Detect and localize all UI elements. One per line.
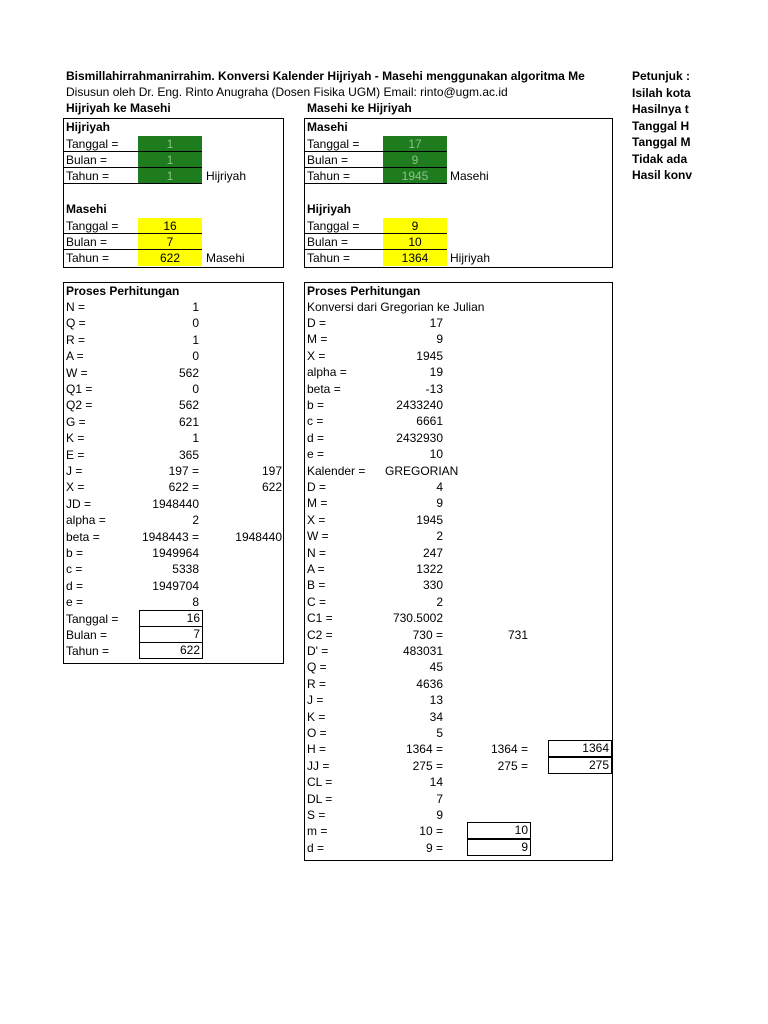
petunjuk-line: Hasilnya t	[632, 102, 689, 116]
calc-value: 45	[429, 660, 443, 675]
calc-value: 1948443 =	[141, 529, 199, 544]
hijriyah-tahun-input[interactable]: 1	[138, 168, 202, 184]
calc-value: 9 =	[425, 840, 443, 855]
input-row-tanggal	[305, 136, 612, 152]
calc-value: 6661	[416, 414, 443, 429]
calc-label: JJ =	[307, 758, 330, 773]
calc-label: JD =	[66, 496, 92, 511]
calc-label: K =	[307, 709, 326, 724]
calc-label: alpha =	[307, 365, 347, 380]
calc-label: D' =	[307, 644, 329, 658]
calc-label: J =	[307, 693, 324, 708]
calc-value-2: 622	[261, 480, 282, 495]
calc-value: 2433240	[396, 398, 443, 412]
calc-value: 8	[192, 595, 199, 610]
calc-value: 14	[429, 775, 443, 790]
calc-row	[64, 332, 283, 348]
output-row-bulan	[305, 234, 612, 250]
calc-label: R =	[66, 332, 86, 347]
output-row-tahun	[305, 250, 612, 266]
calc-value: 621	[178, 414, 199, 429]
calc-row	[305, 692, 612, 708]
field-label: Tanggal =	[307, 137, 360, 151]
calc-row	[64, 299, 283, 315]
calc-row	[305, 381, 612, 397]
field-label: Tanggal =	[66, 219, 119, 233]
calc-label: N =	[66, 300, 86, 314]
calc-label: beta =	[66, 529, 100, 544]
calc-value: 275 =	[412, 758, 443, 773]
hijriyah-to-masehi-box	[63, 118, 284, 268]
calc-value: 2	[436, 594, 443, 609]
proses-title: Proses Perhitungan	[66, 284, 180, 298]
petunjuk-panel	[632, 68, 768, 184]
output-row-tanggal	[305, 218, 612, 234]
calc-label: Q =	[66, 316, 86, 331]
calc-value: 562	[178, 398, 199, 413]
unit-label: Masehi	[206, 251, 245, 265]
calc-value-2: 731	[507, 627, 528, 642]
calc-value: 4	[436, 480, 443, 494]
masehi-to-hijriyah-box	[304, 118, 613, 268]
calc-label: R =	[307, 676, 327, 691]
calc-label: Tanggal =	[66, 611, 119, 626]
calc-label: H =	[307, 742, 327, 757]
hijriyah-tanggal-result: 9	[383, 218, 447, 234]
calc-label: X =	[66, 480, 85, 495]
input-row-bulan	[64, 152, 283, 168]
input-title-hijriyah: Hijriyah	[66, 120, 111, 134]
calc-label: d =	[307, 840, 325, 855]
calc-row	[64, 561, 283, 577]
input-row-tahun	[305, 168, 612, 184]
calc-row	[305, 594, 612, 610]
proses-perhitungan-left	[63, 282, 284, 664]
calc-row	[305, 397, 612, 413]
calc-row	[305, 741, 612, 757]
calc-value: 10 =	[419, 824, 443, 839]
calc-row	[64, 397, 283, 413]
section-masehi-ke-hijriyah: Masehi ke Hijriyah	[307, 101, 412, 115]
result-cell: 7	[139, 626, 203, 643]
calc-row	[305, 807, 612, 823]
calc-label: A =	[307, 562, 325, 576]
calc-value-2: 275 =	[497, 758, 528, 773]
input-row-bulan	[305, 152, 612, 168]
calc-row	[305, 676, 612, 692]
masehi-bulan-input[interactable]: 9	[383, 152, 447, 168]
calc-value: 2432930	[396, 430, 443, 445]
calc-row	[305, 479, 612, 495]
calc-text-value: GREGORIAN	[385, 463, 459, 478]
calc-row	[305, 545, 612, 561]
petunjuk-line: Hasil konv	[632, 168, 693, 182]
field-label: Tahun =	[66, 251, 110, 265]
calc-row	[64, 414, 283, 430]
calc-value: 1	[192, 300, 199, 314]
calc-row	[305, 315, 612, 331]
calc-row	[305, 446, 612, 462]
input-row-tahun	[64, 168, 283, 184]
calc-label: CL =	[307, 775, 333, 790]
calc-label: X =	[307, 512, 326, 527]
calc-value: 1	[192, 332, 199, 347]
calc-value: 13	[429, 693, 443, 708]
unit-label: Masehi	[450, 169, 489, 183]
calc-row	[305, 512, 612, 528]
calc-value: 10	[429, 447, 443, 462]
calc-value: 1948440	[152, 496, 199, 511]
calc-row	[305, 774, 612, 790]
calc-label: C2 =	[307, 627, 333, 642]
proses-perhitungan-right	[304, 282, 613, 861]
field-label: Bulan =	[307, 235, 349, 249]
calc-row	[305, 823, 612, 839]
calc-row	[64, 365, 283, 381]
calc-label: e =	[307, 447, 325, 462]
calc-label: C1 =	[307, 611, 333, 626]
calc-value: 0	[192, 316, 199, 331]
calc-row	[305, 430, 612, 446]
calc-value: 0	[192, 382, 199, 396]
masehi-bulan-result: 7	[138, 234, 202, 250]
section-hijriyah-ke-masehi: Hijriyah ke Masehi	[66, 101, 171, 115]
result-cell: 275	[548, 757, 612, 774]
calc-row	[64, 529, 283, 545]
calc-label: J =	[66, 464, 83, 478]
calc-label: c =	[66, 562, 83, 577]
field-label: Tahun =	[307, 251, 351, 265]
calc-row	[305, 463, 612, 479]
calc-row	[64, 545, 283, 561]
masehi-tanggal-result: 16	[138, 218, 202, 234]
unit-label: Hijriyah	[206, 169, 247, 183]
calc-row	[305, 643, 612, 659]
calc-value: 1364 =	[405, 742, 443, 757]
calc-row	[305, 577, 612, 593]
calc-row	[64, 611, 283, 627]
calc-label: X =	[307, 348, 326, 363]
calc-label: Bulan =	[66, 628, 108, 642]
calc-value: 9	[436, 496, 443, 511]
calc-label: A =	[66, 349, 84, 364]
calc-row	[64, 348, 283, 364]
calc-label: M =	[307, 332, 328, 347]
output-title-hijriyah: Hijriyah	[307, 202, 352, 216]
calc-label: Q2 =	[66, 398, 93, 413]
calc-row	[305, 725, 612, 741]
calc-value: 4636	[416, 676, 443, 691]
calc-value: 5338	[172, 562, 199, 577]
calc-label: D =	[307, 316, 327, 330]
calc-row	[64, 627, 283, 643]
calc-row	[64, 315, 283, 331]
calc-label: b =	[66, 546, 84, 560]
output-row-tanggal	[64, 218, 283, 234]
calc-label: b =	[307, 398, 325, 412]
input-row-tanggal	[64, 136, 283, 152]
calc-value: 330	[422, 578, 443, 593]
calc-value: 197 =	[168, 464, 199, 478]
field-label: Tahun =	[66, 169, 110, 183]
calc-label: m =	[307, 824, 328, 839]
masehi-tahun-input[interactable]: 1945	[383, 168, 447, 184]
calc-row	[305, 413, 612, 429]
unit-label: Hijriyah	[450, 251, 491, 265]
calc-label: beta =	[307, 381, 341, 396]
calc-label: N =	[307, 545, 327, 560]
calc-label: Kalender =	[307, 463, 366, 478]
calc-row	[64, 594, 283, 610]
field-label: Tanggal =	[307, 219, 360, 233]
calc-row	[64, 447, 283, 463]
calc-value: 622 =	[168, 480, 199, 495]
hijriyah-bulan-input[interactable]: 1	[138, 152, 202, 168]
calc-label: c =	[307, 414, 324, 429]
calc-value: 1949704	[152, 578, 199, 593]
calc-value: 1949964	[152, 546, 199, 560]
document-title: Bismillahirrahmanirrahim. Konversi Kalender Hijriyah - Masehi menggunakan algoritma Me	[66, 69, 585, 83]
calc-row	[64, 381, 283, 397]
calc-value: 2	[436, 529, 443, 544]
calc-row	[64, 512, 283, 528]
hijriyah-tahun-result: 1364	[383, 250, 447, 266]
calc-row	[305, 495, 612, 511]
calc-value: 0	[192, 349, 199, 364]
calc-row	[305, 659, 612, 675]
calc-value: 5	[436, 726, 443, 740]
result-cell: 16	[139, 610, 203, 627]
calc-row	[305, 758, 612, 774]
petunjuk-line: Tanggal M	[632, 135, 691, 149]
calc-row	[64, 578, 283, 594]
calc-value: 1322	[416, 562, 443, 576]
field-label: Bulan =	[66, 153, 108, 167]
calc-value: 2	[192, 513, 199, 528]
calc-row	[305, 791, 612, 807]
calc-row	[305, 610, 612, 626]
calc-value: 730.5002	[392, 611, 443, 626]
calc-row	[305, 561, 612, 577]
calc-value-2: 1948440	[235, 529, 282, 544]
result-cell: 1364	[548, 740, 612, 757]
calc-label: S =	[307, 808, 326, 822]
petunjuk-line: Tanggal H	[632, 118, 690, 133]
calc-value: 34	[429, 709, 443, 724]
calc-row	[305, 528, 612, 544]
result-cell: 622	[139, 642, 203, 659]
calc-label: O =	[307, 726, 327, 740]
proses-subtitle: Konversi dari Gregorian ke Julian	[307, 300, 485, 314]
calc-label: D =	[307, 480, 327, 494]
calc-value: 1	[192, 431, 199, 446]
output-row-bulan	[64, 234, 283, 250]
calc-value: 7	[436, 791, 443, 806]
calc-row	[305, 348, 612, 364]
calc-label: W =	[307, 529, 329, 544]
petunjuk-line: Isilah kota	[632, 85, 691, 100]
input-title-masehi: Masehi	[307, 120, 348, 134]
field-label: Tanggal =	[66, 137, 119, 151]
output-row-tahun	[64, 250, 283, 266]
calc-label: B =	[307, 578, 326, 593]
calc-value-2: 197	[261, 464, 282, 478]
result-cell: 10	[467, 822, 531, 839]
calc-row	[64, 643, 283, 659]
hijriyah-tanggal-input[interactable]: 1	[138, 136, 202, 152]
calc-value: 9	[436, 808, 443, 822]
calc-row	[305, 331, 612, 347]
calc-row	[305, 709, 612, 725]
field-label: Bulan =	[66, 235, 108, 249]
calc-row	[64, 463, 283, 479]
calc-label: Q =	[307, 660, 327, 675]
calc-value: 19	[429, 365, 443, 380]
calc-label: Tahun =	[66, 644, 110, 659]
calc-label: E =	[66, 447, 85, 462]
calc-row	[305, 627, 612, 643]
calc-value: 1945	[416, 348, 443, 363]
calc-value: 17	[429, 316, 443, 330]
field-label: Bulan =	[307, 153, 349, 167]
calc-label: e =	[66, 595, 84, 610]
calc-row	[305, 364, 612, 380]
masehi-tahun-result: 622	[138, 250, 202, 266]
calc-value: 562	[178, 365, 199, 380]
calc-value: 483031	[402, 644, 443, 658]
calc-value: 247	[422, 545, 443, 560]
author-line: Disusun oleh Dr. Eng. Rinto Anugraha (Dosen Fisika UGM) Email: rinto@ugm.ac.id	[66, 85, 508, 99]
calc-label: alpha =	[66, 513, 106, 528]
calc-value: -13	[425, 381, 443, 396]
field-label: Tahun =	[307, 169, 351, 183]
result-cell: 9	[467, 839, 531, 856]
calc-label: d =	[307, 430, 325, 445]
calc-label: DL =	[307, 791, 333, 806]
calc-label: d =	[66, 578, 84, 593]
hijriyah-bulan-result: 10	[383, 234, 447, 250]
calc-label: K =	[66, 431, 85, 446]
calc-row	[64, 496, 283, 512]
petunjuk-title: Petunjuk :	[632, 69, 691, 83]
calc-value-2: 1364 =	[490, 742, 528, 757]
calc-value: 730 =	[412, 627, 443, 642]
calc-row	[305, 840, 612, 856]
calc-label: M =	[307, 496, 328, 511]
calc-row	[64, 479, 283, 495]
calc-label: Q1 =	[66, 382, 93, 396]
output-title-masehi: Masehi	[66, 202, 107, 216]
calc-label: W =	[66, 365, 88, 380]
calc-value: 9	[436, 332, 443, 347]
calc-value: 1945	[416, 512, 443, 527]
calc-value: 365	[178, 447, 199, 462]
petunjuk-line: Tidak ada	[632, 151, 688, 166]
calc-label: G =	[66, 414, 86, 429]
masehi-tanggal-input[interactable]: 17	[383, 136, 447, 152]
calc-label: C =	[307, 594, 327, 609]
calc-row	[64, 430, 283, 446]
proses-title: Proses Perhitungan	[307, 284, 421, 298]
